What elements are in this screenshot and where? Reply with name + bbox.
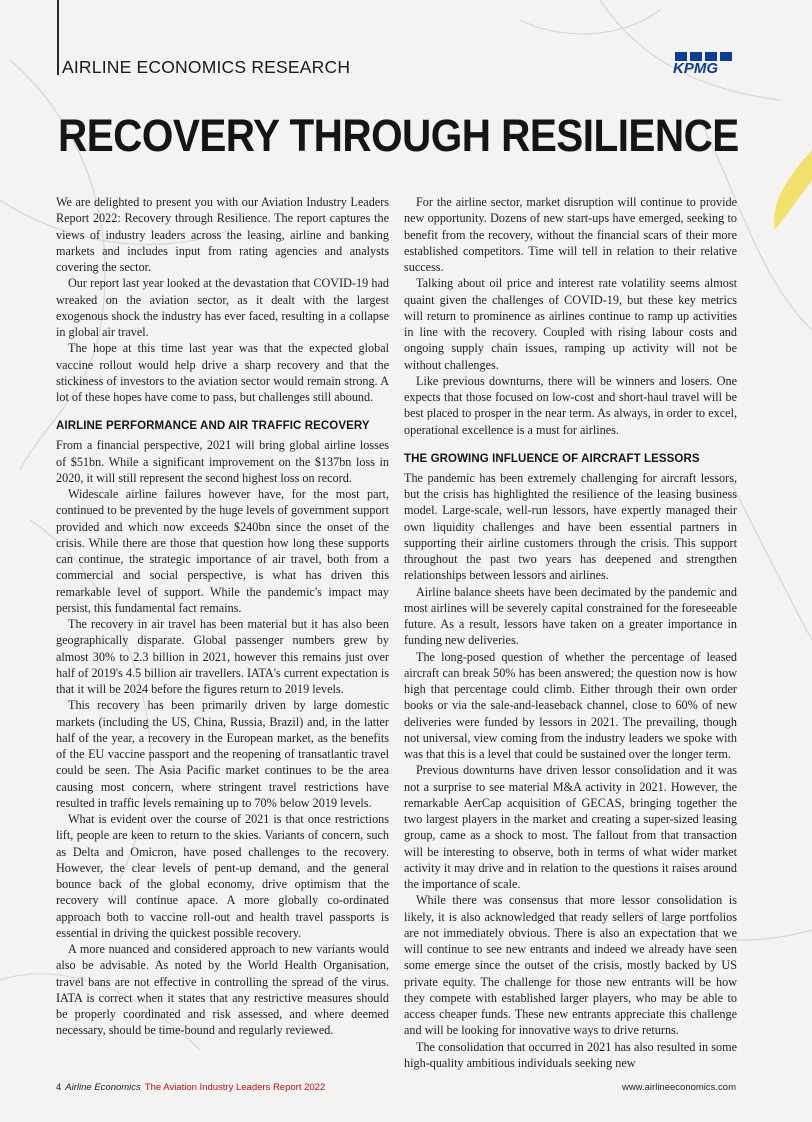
body-paragraph: The long-posed question of whether the percentage of leased aircraft can break 50% has been answered; the question now is how high that percentage could climb. Either through their own order books or via the sale-and-leaseback channel, close to 60% of new deliveries were funded by lessors in 2021. The prevailing, though not universal, view coming from the industry leaders we spoke with was that this is a level that could be sustained over the longer term. [404,649,737,761]
section-label: AIRLINE ECONOMICS RESEARCH [62,57,351,77]
intro-paragraph: For the airline sector, market disruption will continue to provide new opportunity. Dozens of new start-ups have emerged, seeking to benefit from the recovery, without the financial scars of their more established competitors. Time will tell in relation to their relative success. [404,195,737,274]
website-link[interactable]: www.airlineeconomics.com [621,1082,736,1093]
body-paragraph: Previous downturns have driven lessor consolidation and it was not a surprise to see material M&A activity in 2021. However, the remarkable AerCap acquisition of GECAS, bringing together the two largest players in the market and creating a super-sized leasing group, came as a shock to most. The fallout from that transaction will be interesting to observe, both in terms of what wider market activity it may drive and in relation to the questions it raises around the importance of scale. [404,763,737,891]
section-heading-airline-performance: AIRLINE PERFORMANCE AND AIR TRAFFIC RECOVERY [56,420,370,433]
body-paragraph: While there was consensus that more lessor consolidation is likely, it is also acknowledged that ready sellers of large portfolios are not immediately obvious. There is also an expectation that we will continue to see new entrants and indeed we already have seen some emerge since the outset of the crisis, mostly backed by US private equity. The challenge for those new entrants will be how they compete with established larger players, who may be able to access cheaper funds. These new entrants appreciate this challenge and will be looking for innovative ways to drive returns. [404,893,737,1038]
footer-left [56,1082,325,1093]
intro-paragraph: Talking about oil price and interest rate volatility seems almost quaint given the challenges of COVID-19, but these key metrics will return to prominence as airlines continue to ramp up activities in line with the recovery. Coupled with rising labour costs and ongoing supply chain issues, ramping up activity will not be without challenges. [404,276,737,372]
left-column [56,194,389,1039]
publication-name: Airline Economics [65,1082,141,1093]
intro-paragraph: Like previous downturns, there will be winners and losers. One expects that those focused on low-cost and short-haul travel will be best placed to prosper in the near term. As always, in order to excel, operational excellence is a must for airlines. [404,373,737,437]
body-paragraph: A more nuanced and considered approach to new variants would also be advisable. As noted by the World Health Organisation, travel bans are not effective in controlling the spread of the virus. IATA is correct when it states that any restrictive measures should be properly coordinated and risk assessed, and where deemed necessary, should be time-bound and regularly reviewed. [56,942,389,1038]
body-paragraph: The pandemic has been extremely challenging for aircraft lessors, but the crisis has highlighted the resilience of the leasing business model. Large-scale, well-run lessors, have expertly managed their own liquidity challenges and have been essential partners in supporting their airline customers through the crisis. This support throughout the past two years has deepened and strengthen relationships between lessors and airlines. [404,470,737,583]
body-paragraph: This recovery has been primarily driven by large domestic markets (including the US, China, Russia, Brazil) and, in the latter half of the year, a recovery in the European market, as the benefits of the EU vaccine passport and the reopening of transatlantic travel could be seen. The Asia Pacific market continues to be the area causing most concern, where stringent travel restrictions have resulted in traffic levels remaining up to 70% below 2019 levels. [56,698,389,810]
intro-paragraph: Our report last year looked at the devastation that COVID-19 had wreaked on the aviation sector, as it dealt with the largest exogenous shock the industry has ever faced, resulting in a collapse in global air travel. [56,276,389,339]
intro-paragraph: The hope at this time last year was that the expected global vaccine rollout would help drive a sharp recovery and that the stickiness of investors to the aviation sector would remain strong. A lot of these hopes have come to pass, but challenges still abound. [56,341,389,404]
body-paragraph: Widescale airline failures however have, for the most part, continued to be prevented by the huge levels of government support provided and which now exceeds $240bn since the onset of the crisis. While there are those that question how long these supports can continue, the strategic importance of air travel, both from a commercial and social perspective, is what has driven this remarkable level of support. While the pandemic's impact may persist, this fundamental fact remains. [56,487,389,615]
page-title: RECOVERY THROUGH RESILIENCE [58,110,739,161]
page-number: 4 [56,1082,62,1093]
report-title: The Aviation Industry Leaders Report 2022 [144,1082,326,1093]
section-heading-aircraft-lessors: THE GROWING INFLUENCE OF AIRCRAFT LESSORS [404,452,700,465]
right-column [404,194,737,1071]
body-paragraph: The consolidation that occurred in 2021 has also resulted in some high-quality ambitious individuals seeking new [404,1039,737,1070]
body-paragraph: Airline balance sheets have been decimated by the pandemic and most airlines will be severely capital constrained for the foreseeable future. As a result, lessors have taken on a greater importance in funding new deliveries. [404,584,737,648]
kpmg-logo-text: KPMG [673,60,718,77]
body-paragraph: What is evident over the course of 2021 is that once restrictions lift, people are keen to return to the skies. Variants of concern, such as Delta and Omicron, have posed challenges to the recovery. However, the clear levels of pent-up demand, and the general bounce back of the global economy, drive optimism that the recovery will continue apace. A more globally co-ordinated approach both to vaccine roll-out and health travel passports is essential in driving the quickest possible recovery. [56,812,389,940]
header-rule [57,0,59,75]
body-paragraph: From a financial perspective, 2021 will bring global airline losses of $51bn. While a significant improvement on the $137bn loss in 2020, it will still represent the second highest loss on record. [56,438,389,485]
body-paragraph: The recovery in air travel has been material but it has also been geographically disparate. Global passenger numbers grew by almost 30% to 2.3 billion in 2021, however this remains just over half of 2019's 4.5 billion air travellers. IATA's current expectation is that it will be 2024 before the figures return to 2019 levels. [56,617,389,696]
intro-paragraph: We are delighted to present you with our Aviation Industry Leaders Report 2022: Recovery through Resilience. The report captures the views of industry leaders across the leasing, airline and banking markets and includes input from rating agencies and analysts covering the sector. [56,195,389,274]
